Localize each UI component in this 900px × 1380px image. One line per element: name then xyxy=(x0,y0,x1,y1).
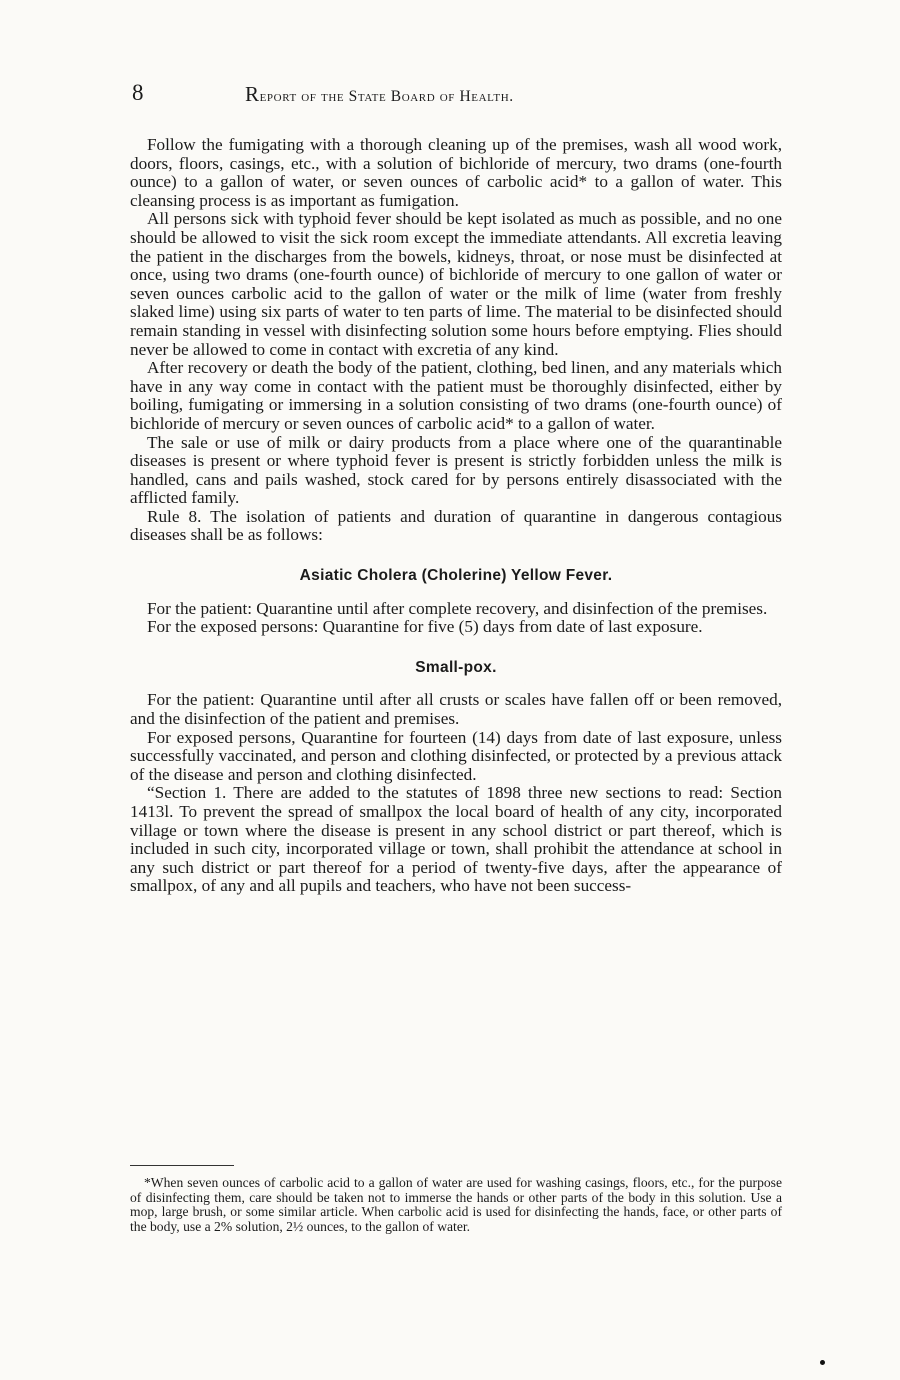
heading-smallpox: Small-pox. xyxy=(415,658,497,676)
paragraph-smallpox-patient: For the patient: Quarantine until after all crusts or scales have fallen off or been removed, and the disinfection of the patient and premises. xyxy=(130,690,782,729)
page-number: 8 xyxy=(132,80,144,105)
paragraph-cholera-exposed: For the exposed persons: Quarantine for five (5) days from date of last exposure. xyxy=(147,617,703,637)
heading-cholera: Asiatic Cholera (Cholerine) Yellow Fever. xyxy=(299,567,613,585)
paragraph-statute-section: “Section 1. There are added to the statutes of 1898 three new sections to read: Section 1413l. To prevent the spread of smallpox the local board of health of any city, incorporated village or town where the disease is present in any school district or part thereof, which is included in such city, incorporated village or town, shall prohibit the attendance at school in any such district or part thereof for a period of twenty-five days, after the appearance of smallpox, of any and all pupils and teachers, who have not been success- xyxy=(130,783,782,896)
running-head: Report of the State Board of Health. xyxy=(245,82,514,106)
paragraph-rule-8: Rule 8. The isolation of patients and duration of quarantine in dangerous contagious diseases shall be as follows: xyxy=(130,506,782,545)
footnote-rule xyxy=(130,1165,234,1166)
paragraph-recovery-disinfection: After recovery or death the body of the patient, clothing, bed linen, and any materials which have in any way come in contact with the patient must be thoroughly disinfected, either by boiling, fumigating or immersing in a solution consisting of two drams (one-fourth ounce) of bichloride of mercury or seven ounces of carbolic acid* to a gallon of water. xyxy=(130,358,782,433)
body-text xyxy=(130,136,782,896)
footnote: *When seven ounces of carbolic acid to a gallon of water are used for washing casings, floors, etc., for the purpose of disinfecting them, care should be taken not to immerse the hands or other parts of the body in this solution. Use a mop, large brush, or some similar article. When carbolic acid is used for disinfecting the hands, face, or other parts of the body, use a 2% solution, 2½ ounces, to the gallon of water. xyxy=(130,1175,782,1234)
paragraph-cholera-patient: For the patient: Quarantine until after complete recovery, and disinfection of the premises. xyxy=(147,598,768,618)
paragraph-fumigation-cleaning: Follow the fumigating with a thorough cleaning up of the premises, wash all wood work, doors, floors, casings, etc., with a solution of bichloride of mercury, two drams (one-fourth ounce) to a gallon of water, or seven ounces of carbolic acid* to a gallon of water. This cleansing process is as important as fumigation. xyxy=(130,135,782,210)
paragraph-typhoid-isolation: All persons sick with typhoid fever should be kept isolated as much as possible, and no one should be allowed to visit the sick room except the immediate attendants. All excretia leaving the patient in the discharges from the bowels, kidneys, throat, or nose must be disinfected at once, using two drams (one-fourth ounce) of bichloride of mercury to one gallon of water or seven ounces carbolic acid to the gallon of water or the milk of lime (water from freshly slaked lime) using six parts of water to ten parts of lime. The material to be disinfected should remain standing in vessel with disinfecting solution some hours before emptying. Flies should never be allowed to come in contact with excretia of any kind. xyxy=(130,209,782,359)
paragraph-smallpox-exposed: For exposed persons, Quarantine for fourteen (14) days from date of last exposure, unless successfully vaccinated, and person and clothing disinfected, or protected by a previous attack of the disease and person and clothing disinfected. xyxy=(130,727,782,784)
paragraph-milk-sale: The sale or use of milk or dairy products from a place where one of the quarantinable diseases is present or where typhoid fever is present is strictly forbidden unless the milk is handled, cans and pails washed, stock cared for by persons entirely disassociated with the afflicted family. xyxy=(130,432,782,508)
ink-speck xyxy=(820,1360,825,1365)
